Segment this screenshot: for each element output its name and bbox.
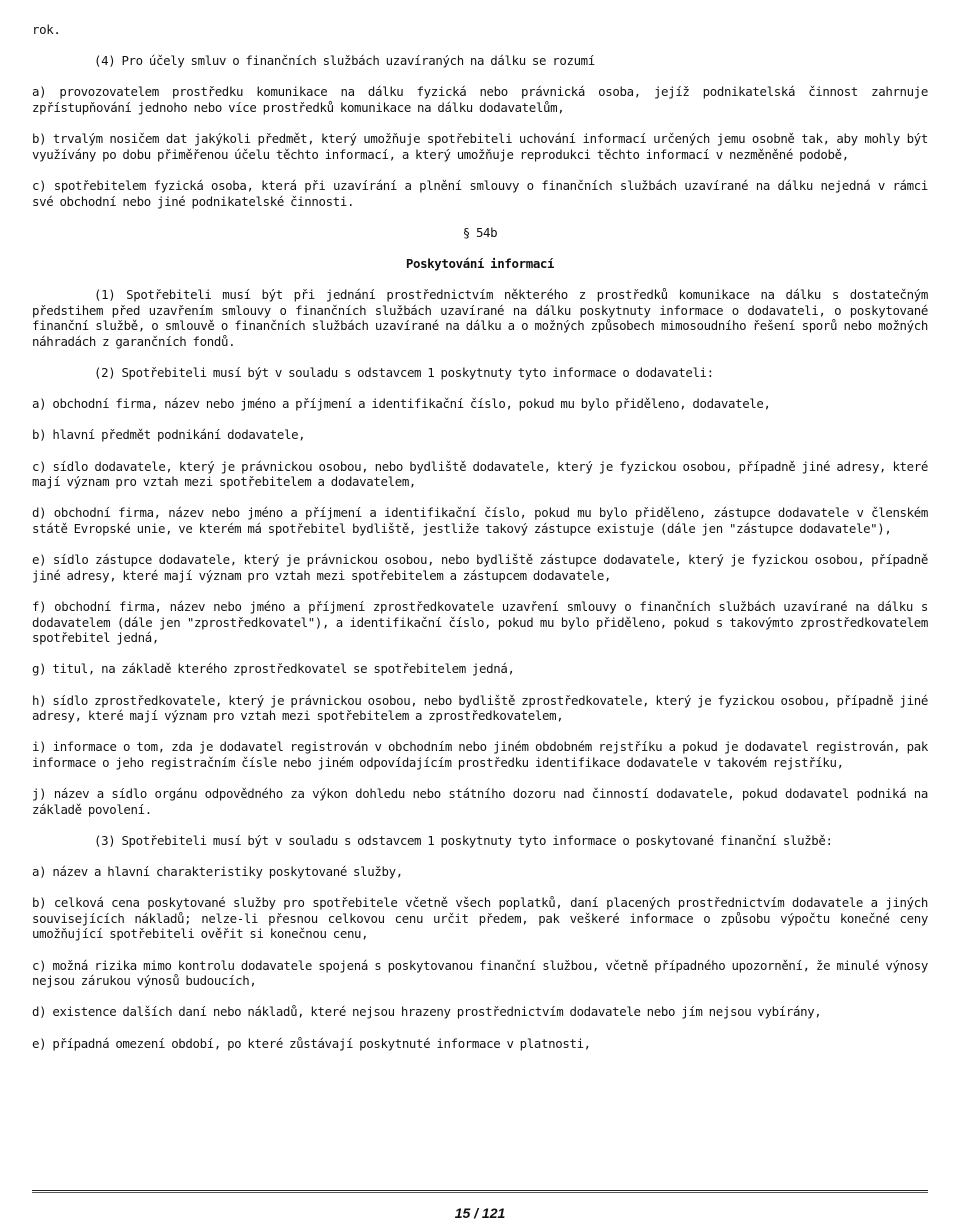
paragraph-4-c: c) spotřebitelem fyzická osoba, která při uzavírání a plnění smlouvy o finančních službách uzavírané na dálku nejedná v rámci své obchodní nebo jiné podnikatelské činnosti. bbox=[32, 177, 928, 209]
paragraph-s2-i: i) informace o tom, zda je dodavatel registrován v obchodním nebo jiném obdobném rejstříku a pokud je dodavatel registrován, pak informace o jeho registračním čísle nebo jiném odpovídajícím prostředku identifikace dodavatele v takovém rejstříku, bbox=[32, 739, 928, 770]
paragraph-s3-d: d) existence dalších daní nebo nákladů, které nejsou hrazeny prostřednictvím dodavatele nebo jím nejsou vybírány, bbox=[32, 1004, 822, 1020]
paragraph-lead-fragment: rok. bbox=[32, 22, 61, 37]
document-body bbox=[32, 22, 928, 1067]
section-number: § 54b bbox=[462, 224, 498, 240]
paragraph-s2-f: f) obchodní firma, název nebo jméno a příjmení zprostředkovatele uzavření smlouvy o finančních službách uzavírané na dálku s dodavatelem (dále jen "zprostředkovatel"), a identifikační číslo, pokud mu bylo přiděleno, pokud s takovýmto zprostředkovatelem spotřebitel jedná, bbox=[32, 598, 928, 646]
paragraph-s3-c: c) možná rizika mimo kontrolu dodavatele spojená s poskytovanou finanční službou, včetně případného upozornění, že minulé výnosy nejsou zárukou výnosů budoucích, bbox=[32, 957, 928, 989]
paragraph-s3-a: a) název a hlavní charakteristiky poskytované služby, bbox=[32, 864, 403, 880]
paragraph-s2-b: b) hlavní předmět podnikání dodavatele, bbox=[32, 427, 306, 443]
paragraph-s2-a: a) obchodní firma, název nebo jméno a příjmení a identifikační číslo, pokud mu bylo přiděleno, dodavatele, bbox=[32, 396, 771, 412]
paragraph-s1: (1) Spotřebiteli musí být při jednání prostřednictvím některého z prostředků komunikace na dálku s dostatečným předstihem před uzavřením smlouvy o finančních službách uzavírané na dálku poskytnuty informace o dodavateli, o poskytované finanční službě, o smlouvě o finančních službách uzavírané na dálku a o možných způsobech mimosoudního řešení sporů nebo možných náhradách z garančních fondů. bbox=[32, 287, 928, 349]
footer-divider-secondary bbox=[32, 1192, 928, 1193]
paragraph-s2-j: j) název a sídlo orgánu odpovědného za výkon dohledu nebo státního dozoru nad činností dodavatele, pokud dodavatel podniká na základě povolení. bbox=[32, 786, 928, 817]
paragraph-s2-c: c) sídlo dodavatele, který je právnickou osobou, nebo bydliště dodavatele, který je fyzickou osobou, případně jiné adresy, které mají význam pro vztah mezi spotřebitelem a dodavatelem, bbox=[32, 458, 928, 490]
paragraph-4-a: a) provozovatelem prostředku komunikace na dálku fyzická nebo právnická osoba, jejíž podnikatelská činnost zahrnuje zpřístupňování jednoho nebo více prostředků komunikace na dálku dodavatelům, bbox=[32, 84, 928, 115]
paragraph-s2-g: g) titul, na základě kterého zprostředkovatel se spotřebitelem jedná, bbox=[32, 661, 515, 677]
paragraph-s2-e: e) sídlo zástupce dodavatele, který je právnickou osobou, nebo bydliště zástupce dodavatele, který je fyzickou osobou, případně jiné adresy, které mají význam pro vztah mezi spotřebitelem a zástupcem dodavatele, bbox=[32, 552, 928, 583]
page-number: 15 / 121 bbox=[454, 1205, 506, 1221]
paragraph-s2-intro: (2) Spotřebiteli musí být v souladu s odstavcem 1 poskytnuty tyto informace o dodavateli: bbox=[94, 365, 714, 381]
paragraph-s2-d: d) obchodní firma, název nebo jméno a příjmení a identifikační číslo, pokud mu bylo přiděleno, zástupce dodavatele v členském státě Evropské unie, ve kterém má spotřebitel bydliště, jestliže takový zástupce existuje (dále jen "zástupce dodavatele"), bbox=[32, 505, 928, 536]
footer-divider bbox=[32, 1190, 928, 1191]
paragraph-s2-h: h) sídlo zprostředkovatele, který je právnickou osobou, nebo bydliště zprostředkovatele, který je fyzickou osobou, případně jiné adresy, které mají význam pro vztah mezi spotřebitelem a zprostředkovatelem, bbox=[32, 692, 928, 724]
section-title: Poskytování informací bbox=[405, 255, 555, 271]
paragraph-s3-e: e) případná omezení období, po které zůstávají poskytnuté informace v platnosti, bbox=[32, 1035, 591, 1051]
paragraph-s3-b: b) celková cena poskytované služby pro spotřebitele včetně všech poplatků, daní placených prostřednictvím dodavatele a jiných souvisejících nákladů; nelze-li přesnou celkovou cenu určit předem, pak veškeré informace o způsobu výpočtu konečné ceny umožňující spotřebiteli ověřit si konečnou cenu, bbox=[32, 895, 928, 942]
paragraph-4-b: b) trvalým nosičem dat jakýkoli předmět, který umožňuje spotřebiteli uchování informací určených jemu osobně tak, aby mohly být využívány po dobu přiměřenou účelu těchto informací, a který umožňuje reprodukci těchto informací v nezměněné podobě, bbox=[32, 131, 928, 162]
paragraph-4-intro: (4) Pro účely smluv o finančních službách uzavíraných na dálku se rozumí bbox=[94, 53, 595, 69]
paragraph-s3-intro: (3) Spotřebiteli musí být v souladu s odstavcem 1 poskytnuty tyto informace o poskytované finanční službě: bbox=[94, 832, 833, 848]
